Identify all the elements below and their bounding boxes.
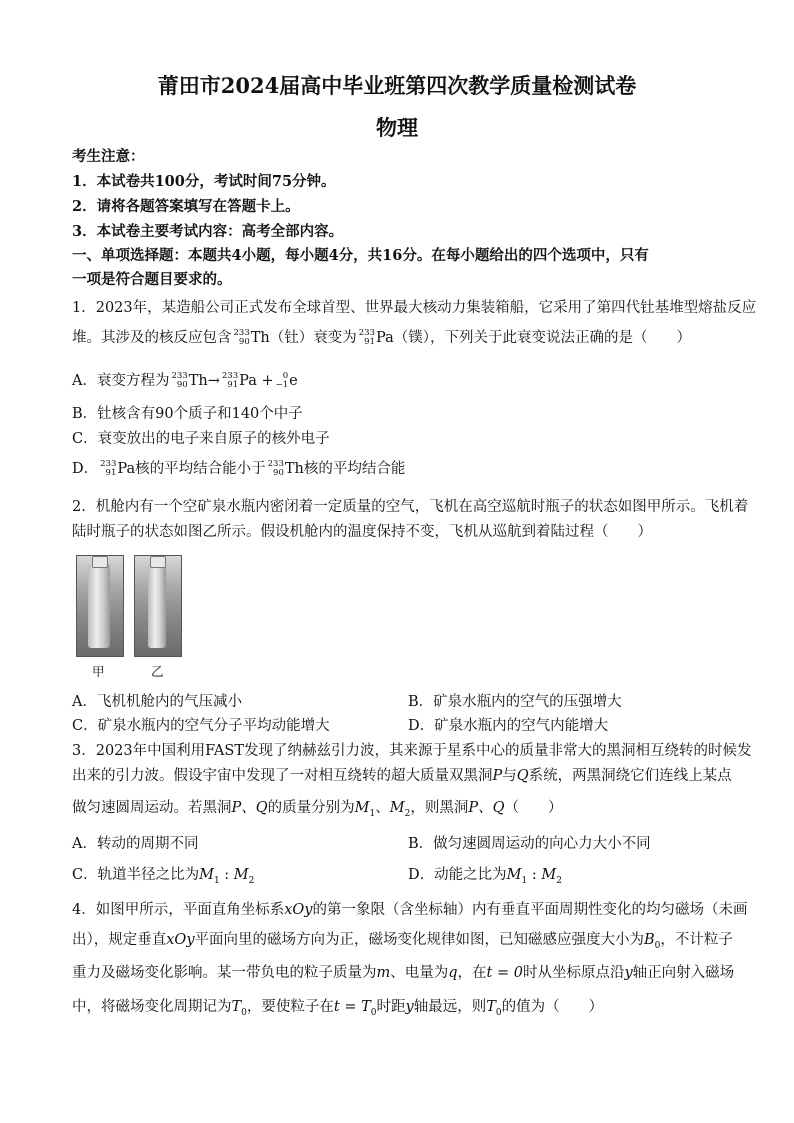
q3-stem-line2: 出来的引力波。假设宇宙中发现了一对相互绕转的超大质量双黑洞P与Q系统，两黑洞绕它们连线上某点: [72, 768, 732, 784]
note-item-2: 2．请将各题答案填写在答题卡上。: [72, 198, 300, 215]
q2-stem-line2: 陆时瓶子的状态如图乙所示。假设机舱内的温度保持不变，飞机从巡航到着陆过程（ ）: [72, 524, 652, 540]
exam-title: 莆田市2024届高中毕业班第四次教学质量检测试卷: [157, 73, 637, 98]
bottle-photo-a: [76, 555, 124, 657]
reaction-arrow: →: [207, 373, 220, 389]
bottle-photo-b: [134, 555, 182, 657]
notes-heading: 考生注意：: [72, 148, 145, 165]
q4-stem-line4: 中，将磁场变化周期记为$T_0$，要使粒子在$t = T_0$时距y轴最远，则$T_0$的值为（ ）: [72, 999, 604, 1018]
q1-option-a: A．衰变方程为 233 90 Th→ 233 91 Pa + 0 −1 e: [72, 371, 298, 390]
q3-option-d: D．动能之比为$M_1$ : $M_2$: [408, 867, 562, 886]
photo-label-b: 乙: [151, 664, 164, 679]
q2-option-d: D．矿泉水瓶内的空气内能增大: [408, 718, 609, 734]
q1-stem-line2: 堆。其涉及的核反应包含 233 90 Th（钍）衰变为 233 91 Pa（镤），下列关于此衰变说法正确的是（ ）: [72, 328, 691, 347]
section1-instruction-line1: 一、单项选择题：本题共4小题，每小题4分，共16分。在每小题给出的四个选项中，只有: [72, 247, 649, 264]
q3-option-a: A．转动的周期不同: [72, 836, 199, 852]
note-item-1: 1．本试卷共100分，考试时间75分钟。: [72, 173, 336, 190]
q2-option-b: B．矿泉水瓶内的空气的压强增大: [408, 694, 622, 710]
q1-option-b: B．钍核含有90个质子和140个中子: [72, 406, 303, 422]
note-item-3: 3．本试卷主要考试内容：高考全部内容。: [72, 223, 344, 240]
q1-stem-line1: 1．2023年，某造船公司正式发布全球首型、世界最大核动力集装箱船，它采用了第四代钍基堆型熔盐反应: [72, 300, 757, 316]
q2-stem-line1: 2．机舱内有一个空矿泉水瓶内密闭着一定质量的空气，飞机在高空巡航时瓶子的状态如图甲所示。飞机着: [72, 499, 749, 515]
subject-title: 物理: [376, 115, 418, 140]
q4-stem-line3: 重力及磁场变化影响。某一带负电的粒子质量为m、电量为q，在t = 0时从坐标原点沿y轴正向射入磁场: [72, 965, 735, 981]
q1-option-c: C．衰变放出的电子来自原子的核外电子: [72, 431, 330, 447]
section1-instruction-line2: 一项是符合题目要求的。: [72, 271, 232, 288]
q4-stem-line1: 4．如图甲所示，平面直角坐标系xOy的第一象限（含坐标轴）内有垂直平面周期性变化的均匀磁场（未画: [72, 902, 748, 918]
q1-option-d: D． 233 91 Pa核的平均结合能小于 233 90 Th核的平均结合能: [72, 459, 406, 478]
th-isotope-numbers: 233 90: [233, 328, 250, 347]
q2-option-a: A．飞机机舱内的气压减小: [72, 694, 242, 710]
pa-isotope-numbers: 233 91: [358, 328, 375, 347]
q3-option-b: B．做匀速圆周运动的向心力大小不同: [408, 836, 651, 852]
q4-stem-line2: 出），规定垂直xOy平面向里的磁场方向为正，磁场变化规律如图，已知磁感应强度大小为$B_0$，不计粒子: [72, 932, 733, 951]
q3-stem-line3: 做匀速圆周运动。若黑洞P、Q的质量分别为$M_1$、$M_2$，则黑洞P、Q（ ）: [72, 800, 563, 819]
q2-option-c: C．矿泉水瓶内的空气分子平均动能增大: [72, 718, 330, 734]
photo-label-a: 甲: [92, 664, 105, 679]
q3-option-c: C．轨道半径之比为$M_1$ : $M_2$: [72, 867, 255, 886]
q3-stem-line1: 3．2023年中国利用FAST发现了纳赫兹引力波，其来源于星系中心的质量非常大的黑洞相互绕转的时候发: [72, 743, 752, 759]
